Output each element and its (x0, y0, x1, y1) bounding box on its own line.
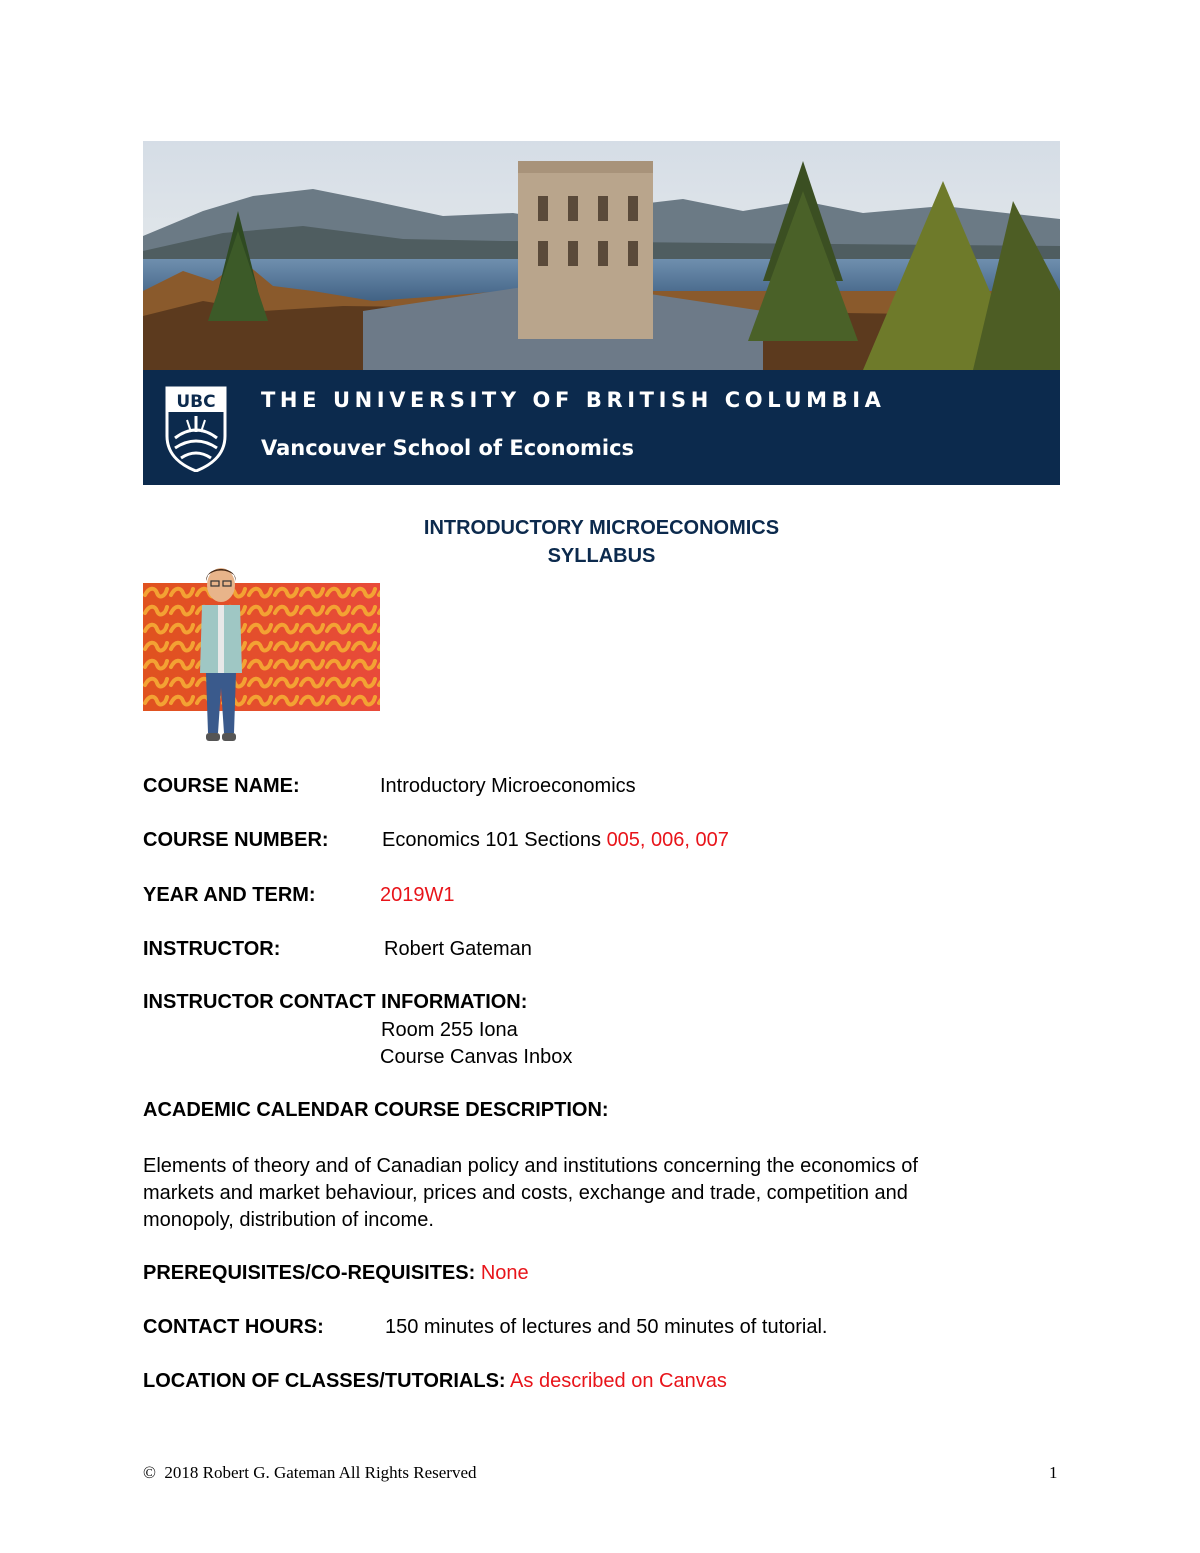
contact-info-label: INSTRUCTOR CONTACT INFORMATION: (143, 991, 528, 1013)
instructor-label: INSTRUCTOR: (143, 938, 281, 960)
description-label: ACADEMIC CALENDAR COURSE DESCRIPTION: (143, 1099, 609, 1121)
document-title (143, 514, 1060, 570)
avatar-background (143, 583, 380, 711)
page-number: 1 (1049, 1463, 1058, 1482)
banner-campus-photo (143, 141, 1060, 370)
description-line-2: markets and market behaviour, prices and costs, exchange and trade, competition and (143, 1182, 908, 1204)
course-number-label: COURSE NUMBER: (143, 829, 329, 851)
instructor-avatar (196, 563, 246, 745)
prereq-label: PREREQUISITES/CO-REQUISITES: (143, 1262, 476, 1284)
school-name: Vancouver School of Economics (261, 436, 635, 460)
copyright-symbol: © (143, 1463, 156, 1482)
footer-copyright (143, 1463, 477, 1483)
ubc-crest-logo (165, 386, 227, 472)
contact-hours-label: CONTACT HOURS: (143, 1316, 324, 1338)
course-description (143, 1153, 1060, 1234)
title-line-1: INTRODUCTORY MICROECONOMICS (423, 517, 780, 539)
title-line-2: SYLLABUS (547, 545, 656, 567)
course-name-value: Introductory Microeconomics (380, 775, 636, 797)
contact-hours-value: 150 minutes of lectures and 50 minutes of tutorial. (385, 1316, 828, 1338)
course-number-value (382, 829, 729, 852)
location-label: LOCATION OF CLASSES/TUTORIALS: (143, 1370, 506, 1392)
university-banner (143, 370, 1060, 485)
course-sections: 005, 006, 007 (606, 829, 729, 851)
course-name-label: COURSE NAME: (143, 775, 300, 797)
university-name: THE UNIVERSITY OF BRITISH COLUMBIA (261, 388, 886, 412)
prereq-row (143, 1262, 529, 1285)
description-line-3: monopoly, distribution of income. (143, 1209, 434, 1231)
location-value: As described on Canvas (510, 1370, 727, 1392)
copyright-text: 2018 Robert G. Gateman All Rights Reserved (164, 1463, 477, 1482)
course-number-text: Economics 101 Sections (382, 829, 607, 851)
crest-text: UBC (176, 392, 216, 412)
location-row (143, 1370, 727, 1393)
contact-room: Room 255 Iona (381, 1019, 518, 1041)
description-line-1: Elements of theory and of Canadian policy and institutions concerning the economics of (143, 1155, 918, 1177)
prereq-value: None (480, 1262, 529, 1284)
instructor-value: Robert Gateman (384, 938, 532, 960)
contact-inbox: Course Canvas Inbox (380, 1046, 573, 1068)
year-term-value: 2019W1 (380, 884, 455, 906)
year-term-label: YEAR AND TERM: (143, 884, 316, 906)
